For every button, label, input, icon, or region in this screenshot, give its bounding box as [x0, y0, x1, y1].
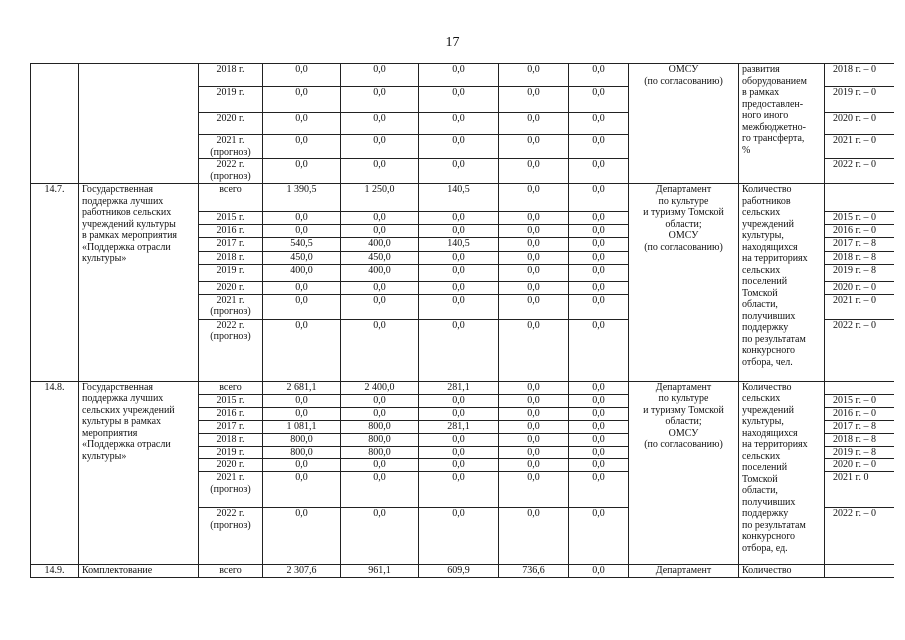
extra-value: 0,0 [569, 294, 629, 319]
year-cell: всего [199, 381, 263, 394]
year-cell: 2018 г. [199, 64, 263, 87]
regional-value: 0,0 [419, 135, 499, 159]
extra-value: 0,0 [569, 472, 629, 508]
program-table-wrap [30, 63, 894, 640]
extra-value: 0,0 [569, 407, 629, 420]
total-value: 0,0 [263, 508, 341, 565]
item-number: 14.8. [31, 381, 79, 565]
extra-value: 0,0 [569, 282, 629, 295]
total-value: 450,0 [263, 252, 341, 265]
regional-value: 0,0 [419, 446, 499, 459]
year-cell: 2017 г. [199, 420, 263, 433]
total-value: 0,0 [263, 159, 341, 184]
extra-value: 0,0 [569, 446, 629, 459]
local-value: 0,0 [499, 252, 569, 265]
federal-value: 800,0 [341, 446, 419, 459]
extra-value: 0,0 [569, 212, 629, 225]
total-value: 2 307,6 [263, 565, 341, 578]
target-value: 2019 г. – 8 [825, 446, 895, 459]
federal-value: 400,0 [341, 238, 419, 252]
local-value: 0,0 [499, 225, 569, 238]
target-value: 2018 г. – 8 [825, 252, 895, 265]
local-value: 0,0 [499, 472, 569, 508]
item-number: 14.7. [31, 184, 79, 382]
total-value: 0,0 [263, 459, 341, 472]
local-value: 0,0 [499, 87, 569, 113]
target-value: 2015 г. – 0 [825, 394, 895, 407]
year-cell: 2021 г. (прогноз) [199, 472, 263, 508]
federal-value: 0,0 [341, 159, 419, 184]
federal-value: 0,0 [341, 135, 419, 159]
total-value: 800,0 [263, 446, 341, 459]
federal-value: 400,0 [341, 265, 419, 282]
target-value: 2017 г. – 8 [825, 238, 895, 252]
total-value: 1 390,5 [263, 184, 341, 212]
year-cell: всего [199, 565, 263, 578]
regional-value: 0,0 [419, 159, 499, 184]
local-value: 0,0 [499, 508, 569, 565]
total-value: 0,0 [263, 87, 341, 113]
local-value: 0,0 [499, 407, 569, 420]
indicator-cell: развития оборудованием в рамках предоставлен- ного иного межбюджетно- го трансферта, % [739, 64, 825, 184]
federal-value: 0,0 [341, 282, 419, 295]
year-cell: 2022 г. (прогноз) [199, 319, 263, 381]
year-cell: 2022 г. (прогноз) [199, 508, 263, 565]
regional-value: 0,0 [419, 252, 499, 265]
target-value: 2020 г. – 0 [825, 459, 895, 472]
total-value: 0,0 [263, 113, 341, 135]
regional-value: 609,9 [419, 565, 499, 578]
year-cell: 2015 г. [199, 212, 263, 225]
table-row [31, 184, 895, 212]
extra-value: 0,0 [569, 394, 629, 407]
total-value: 400,0 [263, 265, 341, 282]
local-value: 0,0 [499, 319, 569, 381]
extra-value: 0,0 [569, 565, 629, 578]
year-cell: 2019 г. [199, 446, 263, 459]
federal-value: 450,0 [341, 252, 419, 265]
local-value: 0,0 [499, 446, 569, 459]
target-value: 2019 г. – 0 [825, 87, 895, 113]
year-cell: 2019 г. [199, 87, 263, 113]
table-body [31, 64, 895, 578]
indicator-cell: Количество [739, 565, 825, 578]
federal-value: 0,0 [341, 64, 419, 87]
federal-value: 961,1 [341, 565, 419, 578]
year-cell: 2015 г. [199, 394, 263, 407]
target-value: 2021 г. – 0 [825, 135, 895, 159]
extra-value: 0,0 [569, 238, 629, 252]
extra-value: 0,0 [569, 225, 629, 238]
executor-cell: Департамент по культуре и туризму Томской области; ОМСУ (по согласованию) [629, 184, 739, 382]
target-value: 2019 г. – 8 [825, 265, 895, 282]
regional-value: 281,1 [419, 420, 499, 433]
target-value: 2022 г. – 0 [825, 159, 895, 184]
extra-value: 0,0 [569, 433, 629, 446]
total-value: 2 681,1 [263, 381, 341, 394]
regional-value: 0,0 [419, 87, 499, 113]
regional-value: 0,0 [419, 459, 499, 472]
year-cell: 2020 г. [199, 113, 263, 135]
total-value: 0,0 [263, 394, 341, 407]
year-cell: 2018 г. [199, 252, 263, 265]
total-value: 0,0 [263, 294, 341, 319]
extra-value: 0,0 [569, 159, 629, 184]
executor-cell: Департамент [629, 565, 739, 578]
regional-value: 140,5 [419, 238, 499, 252]
federal-value: 0,0 [341, 294, 419, 319]
total-value: 540,5 [263, 238, 341, 252]
federal-value: 0,0 [341, 319, 419, 381]
program-table [30, 63, 894, 578]
extra-value: 0,0 [569, 252, 629, 265]
extra-value: 0,0 [569, 265, 629, 282]
local-value: 0,0 [499, 265, 569, 282]
item-number: 14.9. [31, 565, 79, 578]
target-value: 2016 г. – 0 [825, 407, 895, 420]
year-cell: всего [199, 184, 263, 212]
regional-value: 281,1 [419, 381, 499, 394]
extra-value: 0,0 [569, 319, 629, 381]
total-value: 0,0 [263, 135, 341, 159]
indicator-cell: Количество сельских учреждений культуры, находящихся на территориях сельских поселений Томской области, получивших поддержку по результатам конкурсного отбора, ед. [739, 381, 825, 565]
item-name: Государственная поддержка лучших работников сельских учреждений культуры в рамках мероприятия «Поддержка отрасли культуры» [79, 184, 199, 382]
federal-value: 2 400,0 [341, 381, 419, 394]
target-value: 2016 г. – 0 [825, 225, 895, 238]
local-value: 736,6 [499, 565, 569, 578]
year-cell: 2022 г. (прогноз) [199, 159, 263, 184]
item-name: Государственная поддержка лучших сельских учреждений культуры в рамках мероприятия «Поддержка отрасли культуры» [79, 381, 199, 565]
extra-value: 0,0 [569, 135, 629, 159]
target-value: 2020 г. – 0 [825, 113, 895, 135]
target-value: 2021 г. 0 [825, 472, 895, 508]
regional-value: 0,0 [419, 319, 499, 381]
federal-value: 0,0 [341, 508, 419, 565]
total-value: 0,0 [263, 282, 341, 295]
target-value: 2015 г. – 0 [825, 212, 895, 225]
year-cell: 2021 г. (прогноз) [199, 135, 263, 159]
item-number [31, 64, 79, 184]
federal-value: 0,0 [341, 113, 419, 135]
federal-value: 0,0 [341, 459, 419, 472]
target-value: 2020 г. – 0 [825, 282, 895, 295]
target-value: 2017 г. – 8 [825, 420, 895, 433]
regional-value: 0,0 [419, 294, 499, 319]
year-cell: 2019 г. [199, 265, 263, 282]
regional-value: 0,0 [419, 64, 499, 87]
target-value [825, 565, 895, 578]
executor-cell: Департамент по культуре и туризму Томской области; ОМСУ (по согласованию) [629, 381, 739, 565]
local-value: 0,0 [499, 282, 569, 295]
federal-value: 1 250,0 [341, 184, 419, 212]
local-value: 0,0 [499, 159, 569, 184]
local-value: 0,0 [499, 135, 569, 159]
extra-value: 0,0 [569, 64, 629, 87]
extra-value: 0,0 [569, 113, 629, 135]
total-value: 0,0 [263, 225, 341, 238]
target-value [825, 381, 895, 394]
local-value: 0,0 [499, 381, 569, 394]
target-value: 2021 г. – 0 [825, 294, 895, 319]
regional-value: 0,0 [419, 282, 499, 295]
total-value: 0,0 [263, 319, 341, 381]
regional-value: 0,0 [419, 508, 499, 565]
local-value: 0,0 [499, 113, 569, 135]
year-cell: 2016 г. [199, 225, 263, 238]
year-cell: 2018 г. [199, 433, 263, 446]
local-value: 0,0 [499, 238, 569, 252]
year-cell: 2020 г. [199, 282, 263, 295]
target-value: 2018 г. – 0 [825, 64, 895, 87]
extra-value: 0,0 [569, 508, 629, 565]
year-cell: 2016 г. [199, 407, 263, 420]
federal-value: 0,0 [341, 87, 419, 113]
regional-value: 140,5 [419, 184, 499, 212]
extra-value: 0,0 [569, 381, 629, 394]
federal-value: 0,0 [341, 472, 419, 508]
total-value: 0,0 [263, 407, 341, 420]
local-value: 0,0 [499, 184, 569, 212]
regional-value: 0,0 [419, 433, 499, 446]
year-cell: 2017 г. [199, 238, 263, 252]
item-name: Комплектование [79, 565, 199, 578]
extra-value: 0,0 [569, 184, 629, 212]
federal-value: 0,0 [341, 212, 419, 225]
table-row [31, 565, 895, 578]
regional-value: 0,0 [419, 265, 499, 282]
total-value: 800,0 [263, 433, 341, 446]
local-value: 0,0 [499, 64, 569, 87]
regional-value: 0,0 [419, 472, 499, 508]
federal-value: 0,0 [341, 225, 419, 238]
table-row [31, 381, 895, 394]
year-cell: 2021 г. (прогноз) [199, 294, 263, 319]
federal-value: 800,0 [341, 433, 419, 446]
extra-value: 0,0 [569, 420, 629, 433]
page-number: 17 [445, 35, 460, 50]
local-value: 0,0 [499, 459, 569, 472]
local-value: 0,0 [499, 212, 569, 225]
regional-value: 0,0 [419, 394, 499, 407]
regional-value: 0,0 [419, 225, 499, 238]
target-value [825, 184, 895, 212]
table-row [31, 64, 895, 87]
total-value: 0,0 [263, 472, 341, 508]
regional-value: 0,0 [419, 113, 499, 135]
item-name [79, 64, 199, 184]
executor-cell: ОМСУ (по согласованию) [629, 64, 739, 184]
total-value: 1 081,1 [263, 420, 341, 433]
target-value: 2022 г. – 0 [825, 508, 895, 565]
federal-value: 800,0 [341, 420, 419, 433]
total-value: 0,0 [263, 64, 341, 87]
extra-value: 0,0 [569, 459, 629, 472]
local-value: 0,0 [499, 420, 569, 433]
regional-value: 0,0 [419, 212, 499, 225]
year-cell: 2020 г. [199, 459, 263, 472]
regional-value: 0,0 [419, 407, 499, 420]
federal-value: 0,0 [341, 394, 419, 407]
extra-value: 0,0 [569, 87, 629, 113]
local-value: 0,0 [499, 433, 569, 446]
indicator-cell: Количество работников сельских учреждений культуры, находящихся на территориях сельских поселений Томской области, получивших поддержку по результатам конкурсного отбора, чел. [739, 184, 825, 382]
target-value: 2018 г. – 8 [825, 433, 895, 446]
local-value: 0,0 [499, 394, 569, 407]
local-value: 0,0 [499, 294, 569, 319]
total-value: 0,0 [263, 212, 341, 225]
target-value: 2022 г. – 0 [825, 319, 895, 381]
federal-value: 0,0 [341, 407, 419, 420]
